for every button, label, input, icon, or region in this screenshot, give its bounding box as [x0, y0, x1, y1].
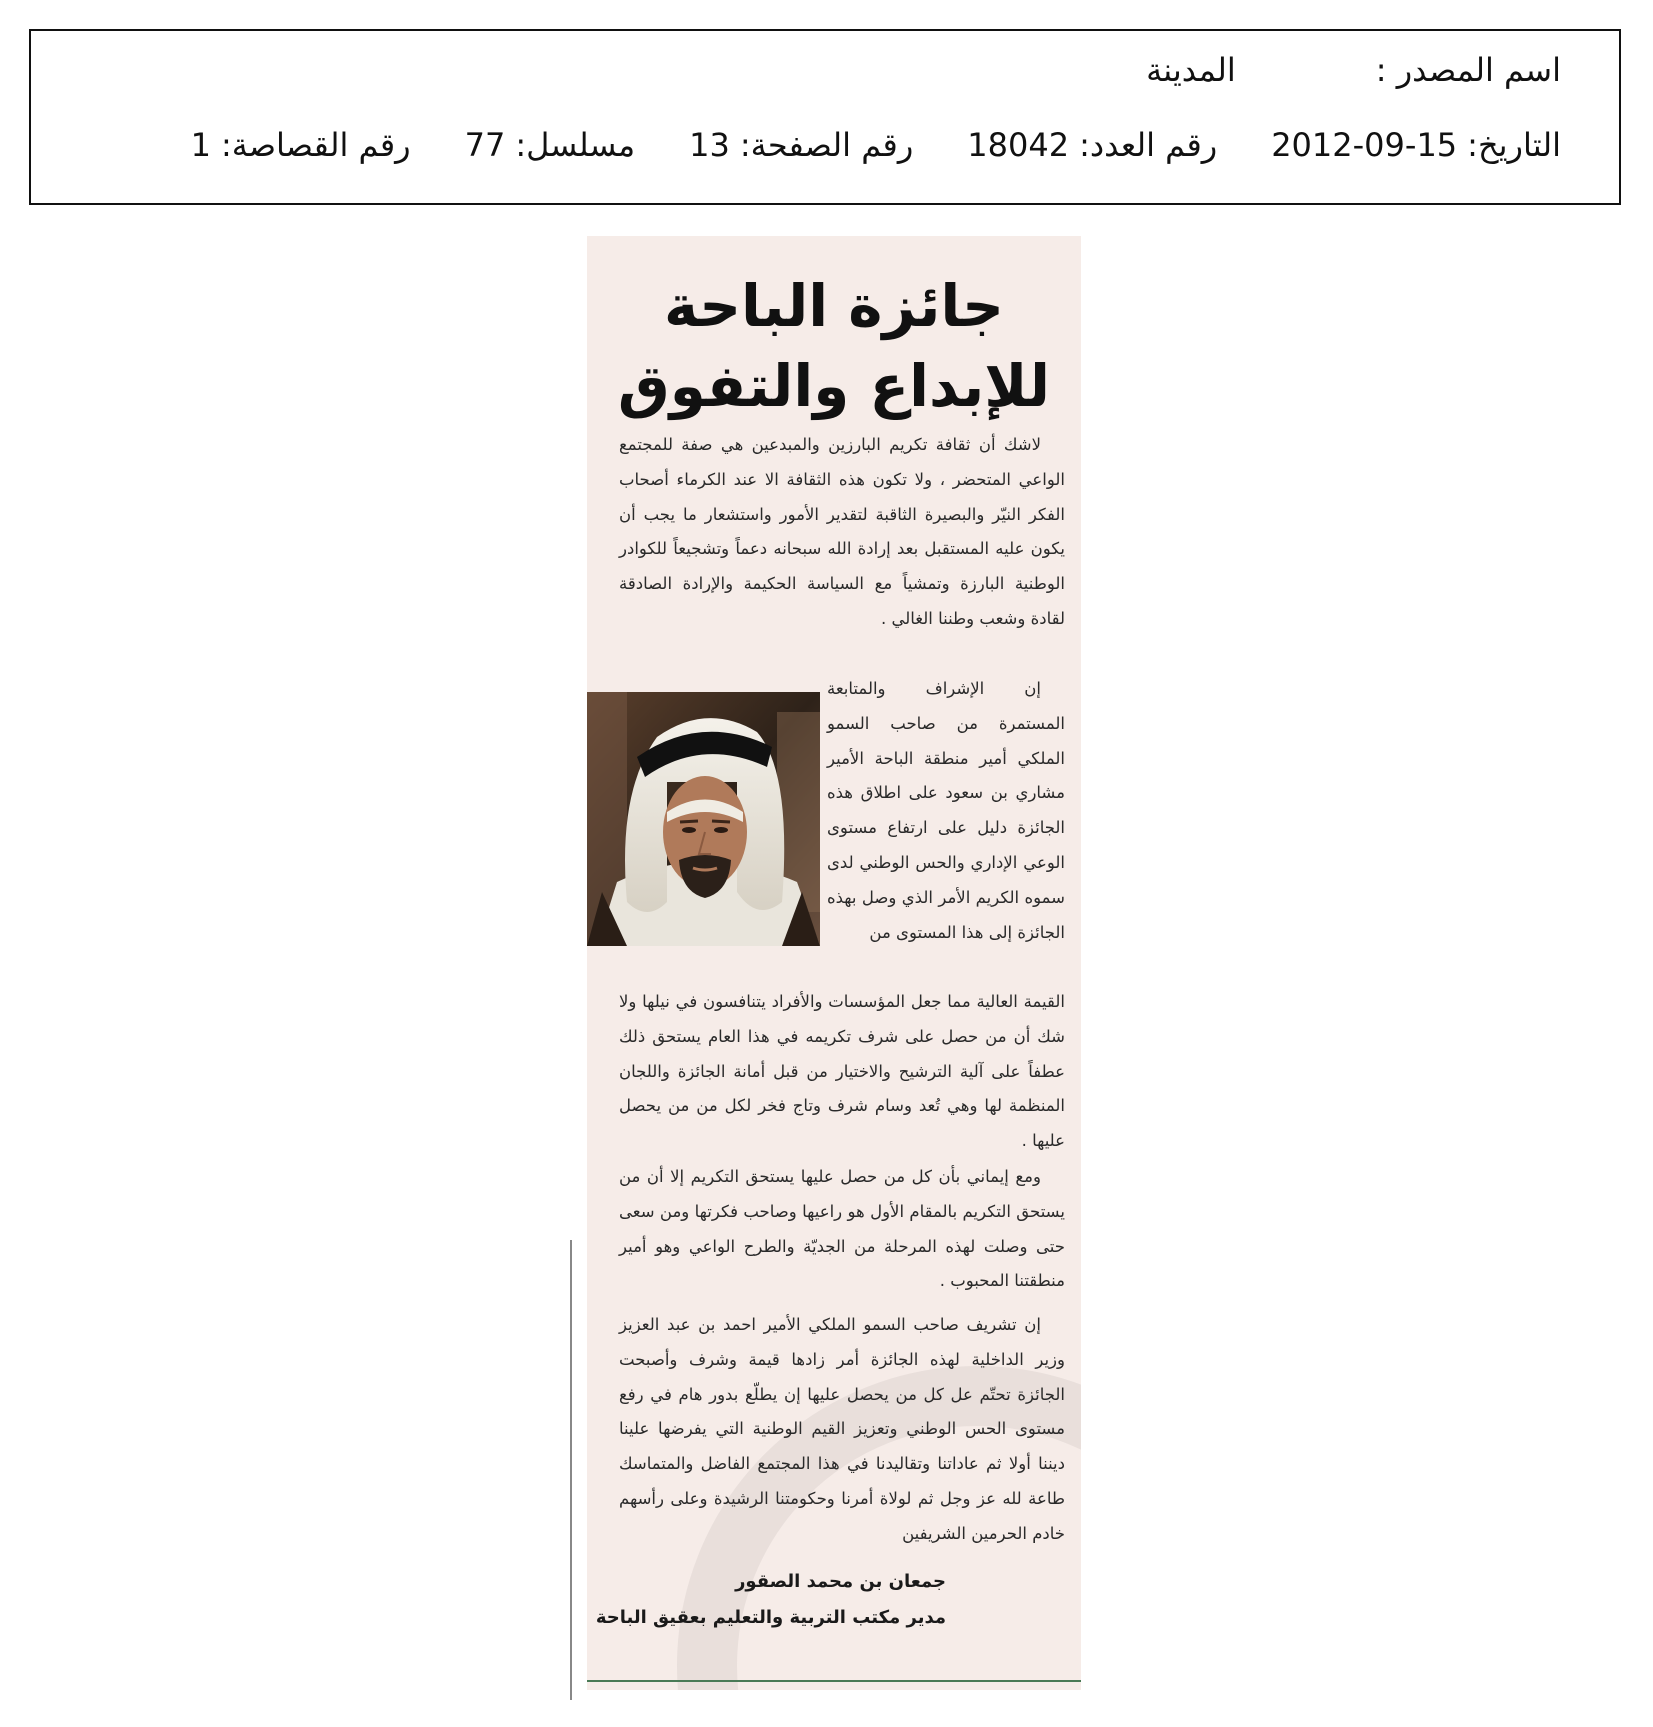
- portrait-image: [587, 692, 820, 946]
- serial-value: 77: [464, 126, 506, 164]
- clip-number-label: رقم القصاصة:: [220, 126, 411, 164]
- source-value: المدينة: [1146, 51, 1236, 89]
- page-value: 13: [689, 126, 730, 164]
- issue-field: [967, 126, 1217, 164]
- author-signature: [596, 1564, 946, 1636]
- author-photo: [587, 692, 820, 946]
- article-paragraph-4: ومع إيماني بأن كل من حصل عليها يستحق التكريم إلا أن من يستحق التكريم بالمقام الأول هو راعيها وصاحب فكرتها ومن سعى حتى وصلت لهذه المرحلة من الجديّة والطرح الواعي وهو أمير منطقتنا المحبوب .: [619, 1167, 1065, 1291]
- page-label: رقم الصفحة:: [739, 126, 914, 164]
- issue-value: 18042: [967, 126, 1070, 164]
- article-paragraph-5: إن تشريف صاحب السمو الملكي الأمير احمد بن عبد العزيز وزير الداخلية لهذه الجائزة أمر زادها قيمة وشرف وأصبحت الجائزة تحتّم عل كل من يحصل عليها إن يطلّع بدور هام في رفع مستوى الحس الوطني وتعزيز القيم الوطنية التي يفرضها علينا ديننا أولا ثم عاداتنا وتقاليدنا في هذا المجتمع الفاضل والمتماسك طاعة لله عز وجل ثم لولاة أمرنا وحكومتنا الرشيدة وعلى رأسهم خادم الحرمين الشريفين: [619, 1315, 1065, 1543]
- headline-line-1: جائزة الباحة: [664, 272, 1004, 340]
- date-field: [1271, 126, 1561, 164]
- article-headline: [587, 266, 1081, 426]
- newspaper-clipping: [587, 236, 1081, 1690]
- metadata-row: [71, 126, 1561, 164]
- issue-label: رقم العدد:: [1079, 126, 1218, 164]
- clip-number-field: [191, 126, 411, 164]
- date-label: التاريخ:: [1467, 126, 1561, 164]
- source-info-box: [29, 29, 1621, 205]
- source-row: [71, 51, 1561, 89]
- article-paragraph-2: إن الإشراف والمتابعة المستمرة من صاحب السمو الملكي أمير منطقة الباحة الأمير مشاري بن سعود على اطلاق هذه الجائزة دليل على ارتفاع مستوى الوعي الإداري والحس الوطني لدى سموه الكريم الأمر الذي وصل بهذه الجائزة إلى هذا المستوى من: [827, 679, 1065, 942]
- date-value: 2012-09-15: [1271, 126, 1458, 164]
- scan-edge-line: [570, 1240, 572, 1700]
- clip-number-value: 1: [190, 126, 211, 164]
- article-paragraph-3: القيمة العالية مما جعل المؤسسات والأفراد يتنافسون في نيلها ولا شك أن من حصل على شرف تكريمه في هذا العام يستحق ذلك عطفاً على آلية الترشيح والاختيار من قبل أمانة الجائزة واللجان المنظمة لها وهي تُعد وسام شرف وتاج فخر لكل من من يحصل عليها .: [619, 992, 1065, 1151]
- source-label: اسم المصدر :: [1375, 51, 1561, 89]
- article-paragraph-1: لاشك أن ثقافة تكريم البارزين والمبدعين هي صفة للمجتمع الواعي المتحضر ، ولا تكون هذه الثقافة الا عند الكرماء أصحاب الفكر النيّر والبصيرة الثاقبة لتقدير الأمور واستشعار ما يجب أن يكون عليه المستقبل بعد إرادة الله سبحانه دعماً وتشجيعاً للكوادر الوطنية البارزة وتمشياً مع السياسة الحكيمة والإرادة الصادقة لقادة وشعب وطننا الغالي .: [619, 435, 1065, 628]
- scan-base-line: [587, 1680, 1081, 1682]
- serial-field: [465, 126, 636, 164]
- serial-label: مسلسل:: [515, 126, 636, 164]
- page-field: [689, 126, 913, 164]
- author-title: مدير مكتب التربية والتعليم بعقيق الباحة: [595, 1607, 946, 1628]
- headline-line-2: للإبداع والتفوق: [617, 352, 1051, 420]
- author-name: جمعان بن محمد الصقور: [735, 1571, 946, 1592]
